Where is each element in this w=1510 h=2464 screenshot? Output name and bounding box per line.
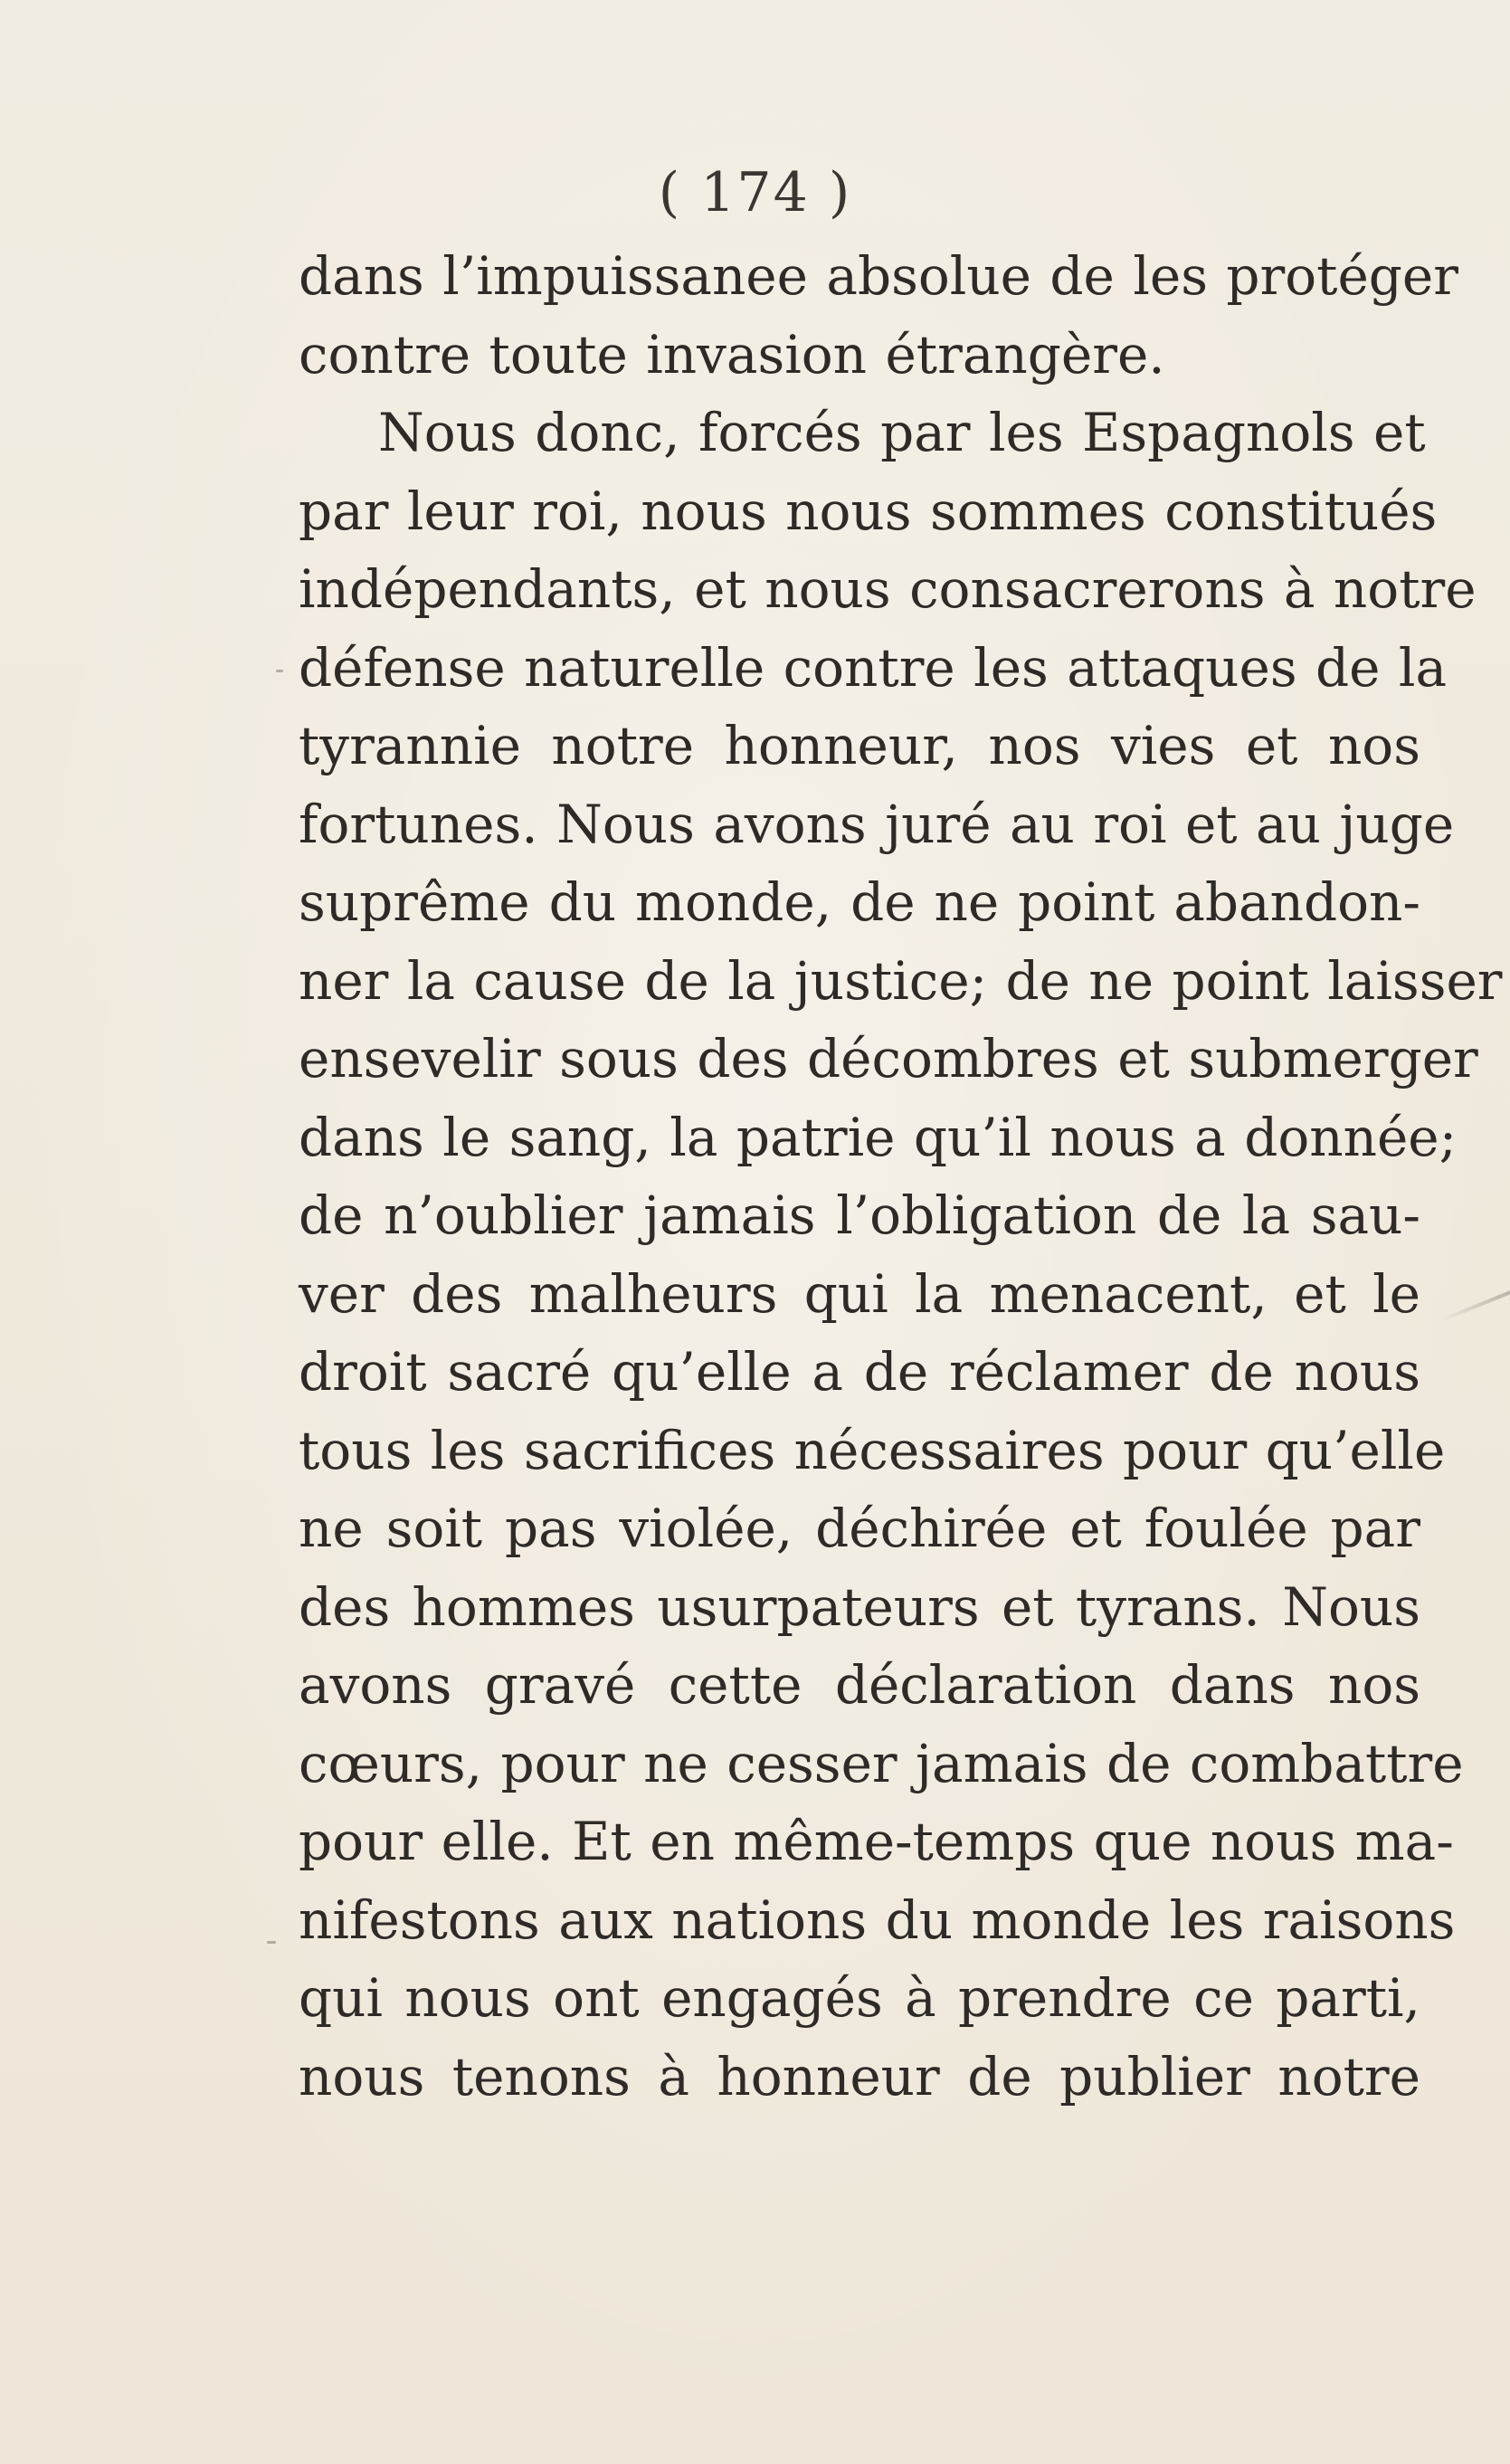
text-line: ne soit pas violée, déchirée et foulée par — [299, 1498, 1420, 1559]
text-line: ner la cause de la justice; de ne point laisser — [299, 949, 1503, 1012]
text-line: droit sacré qu’elle a de réclamer de nous — [299, 1341, 1420, 1403]
text-line: suprême du monde, de ne point abandon- — [299, 871, 1420, 933]
body-text — [299, 237, 1503, 2116]
text-line: avons gravé cette déclaration dans nos — [299, 1654, 1420, 1716]
text-line: des hommes usurpateurs et tyrans. Nous — [299, 1575, 1420, 1638]
paper-speck — [267, 1941, 276, 1944]
text-line: nous tenons à honneur de publier notre — [299, 2045, 1420, 2107]
text-line: tous les sacrifices nécessaires pour qu’elle — [299, 1419, 1446, 1481]
text-line: ver des malheurs qui la menacent, et le — [299, 1262, 1420, 1325]
text-line: par leur roi, nous nous sommes constitués — [299, 480, 1438, 542]
paper-speck — [276, 670, 283, 672]
page-number: ( 174 ) — [658, 161, 852, 224]
text-line: dans l’impuissanee absolue de les protéger — [299, 245, 1458, 307]
text-line: fortunes. Nous avons juré au roi et au juge — [299, 793, 1455, 855]
text-line: pour elle. Et en même-temps que nous ma- — [299, 1811, 1454, 1872]
text-line: nifestons aux nations du monde les raisons — [299, 1888, 1456, 1951]
text-line: cœurs, pour ne cesser jamais de combattre — [299, 1732, 1464, 1794]
text-line: qui nous ont engagés à prendre ce parti, — [299, 1967, 1420, 2029]
text-line: Nous donc, forcés par les Espagnols et — [378, 402, 1426, 463]
paper-smudge — [1441, 1288, 1510, 1321]
text-line: tyrannie notre honneur, nos vies et nos — [299, 715, 1420, 776]
text-line: contre toute invasion étrangère. — [299, 323, 1165, 385]
text-line: indépendants, et nous consacrerons à notre — [299, 558, 1477, 620]
text-line: défense naturelle contre les attaques de la — [299, 636, 1448, 699]
text-line: de n’oublier jamais l’obligation de la sau- — [299, 1184, 1420, 1246]
text-line: dans le sang, la patrie qu’il nous a donnée; — [299, 1106, 1458, 1168]
text-line: ensevelir sous des décombres et submerger — [299, 1028, 1478, 1089]
